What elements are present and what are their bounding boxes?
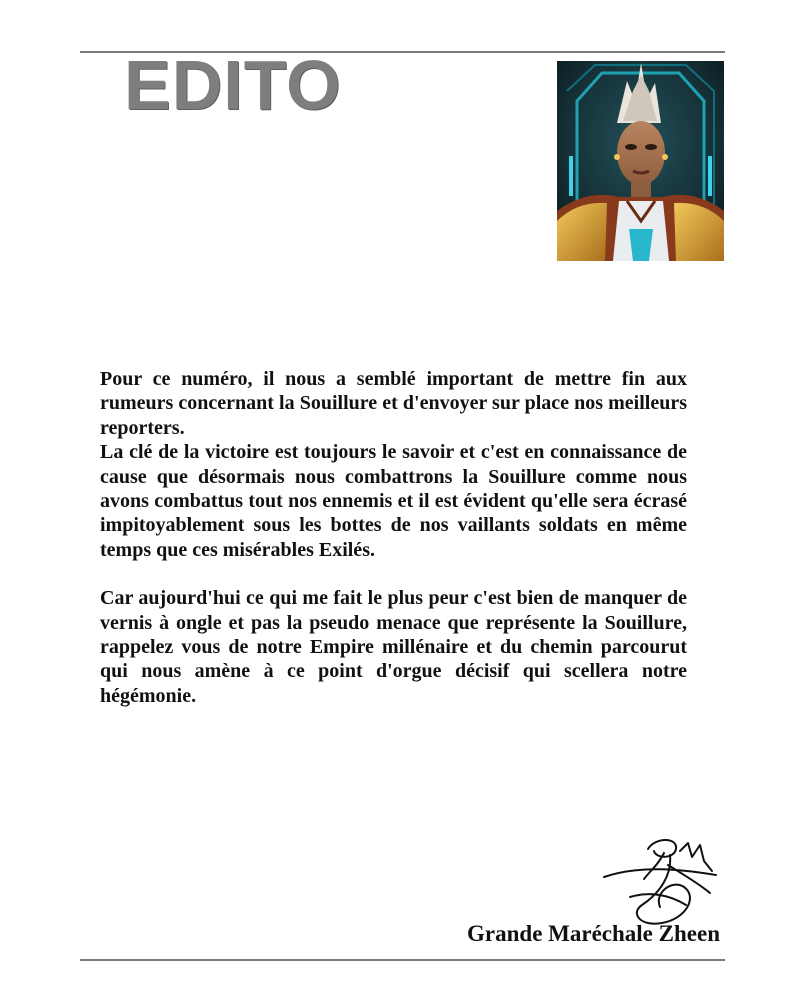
paragraph: La clé de la victoire est toujours le savoir et c'est en connaissance de cause que désormais nous combattrons la Souillure comme nous avons combattus tout nos ennemis et il est évident qu'elle sera écrasé impitoyablement sous les bottes de nos vaillants soldats en même temps que ces misérables Exilés.: [100, 441, 687, 561]
paragraph-spacer: [100, 562, 687, 586]
page-title: EDITO: [124, 46, 342, 124]
handwritten-signature: [600, 835, 720, 930]
bottom-rule: [80, 959, 725, 961]
signer-name: Grande Maréchale Zheen: [467, 921, 720, 946]
editorial-body: [100, 367, 687, 708]
paragraph: Pour ce numéro, il nous a semblé important de mettre fin aux rumeurs concernant la Souillure et d'envoyer sur place nos meilleurs reporters.: [100, 368, 687, 439]
character-portrait: [557, 61, 724, 261]
paragraph: Car aujourd'hui ce qui me fait le plus peur c'est bien de manquer de vernis à ongle et pas la pseudo menace que représente la Souillure, rappelez vous de notre Empire millénaire et du chemin parcourut qui nous amène à ce point d'orgue décisif qui scellera notre hégémonie.: [100, 587, 687, 707]
